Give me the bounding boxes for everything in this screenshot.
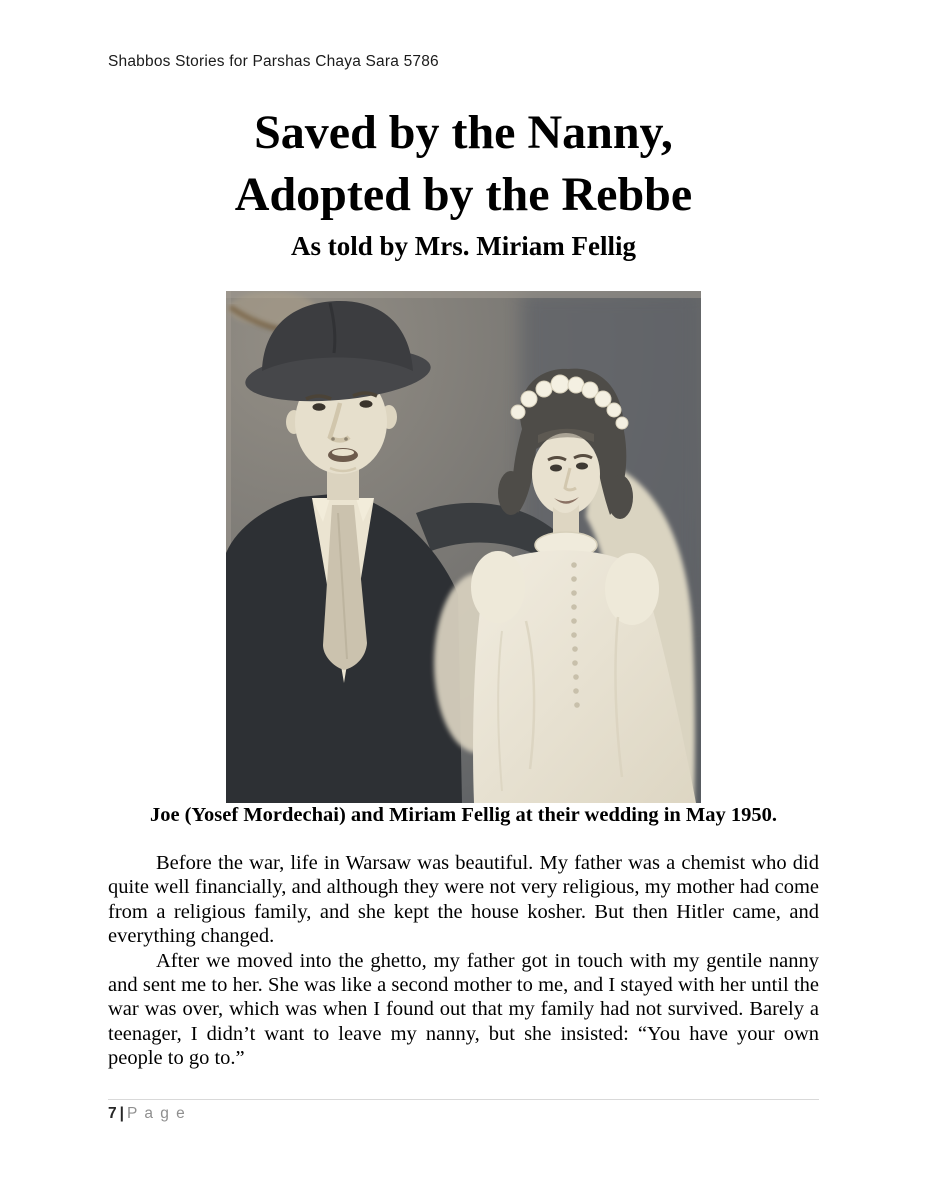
title-line-1: Saved by the Nanny, [254,106,673,159]
title-line-2: Adopted by the Rebbe [234,168,693,221]
photo-caption: Joe (Yosef Mordechai) and Miriam Fellig at their wedding in May 1950. [149,804,778,826]
wedding-photo-graphic [226,291,701,803]
footer-rule [108,1099,819,1100]
paragraph-1: Before the war, life in Warsaw was beautiful. My father was a chemist who did quite well financially, and although they were not very religious, my mother had come from a religious family, and she kept the house kosher. But then Hitler came, and everything changed. [108,852,819,948]
running-header: Shabbos Stories for Parshas Chaya Sara 5786 [108,53,439,70]
wedding-photo [226,291,701,803]
page-footer [108,1105,186,1123]
paragraph-2: After we moved into the ghetto, my father got in touch with my gentile nanny and sent me to her. She was like a second mother to me, and I stayed with her until the war was over, which was when I found out that my family had not survived. Barely a teenager, I didn’t want to leave my nanny, but she insisted: “You have your own people to go to.” [108,949,819,1070]
article-subtitle: As told by Mrs. Miriam Fellig [291,231,636,261]
page-word: P a g e [126,1105,187,1122]
body-text [108,851,819,1071]
page-number: 7 [108,1105,117,1122]
article-title [0,102,927,226]
footer-separator: | [119,1105,124,1122]
